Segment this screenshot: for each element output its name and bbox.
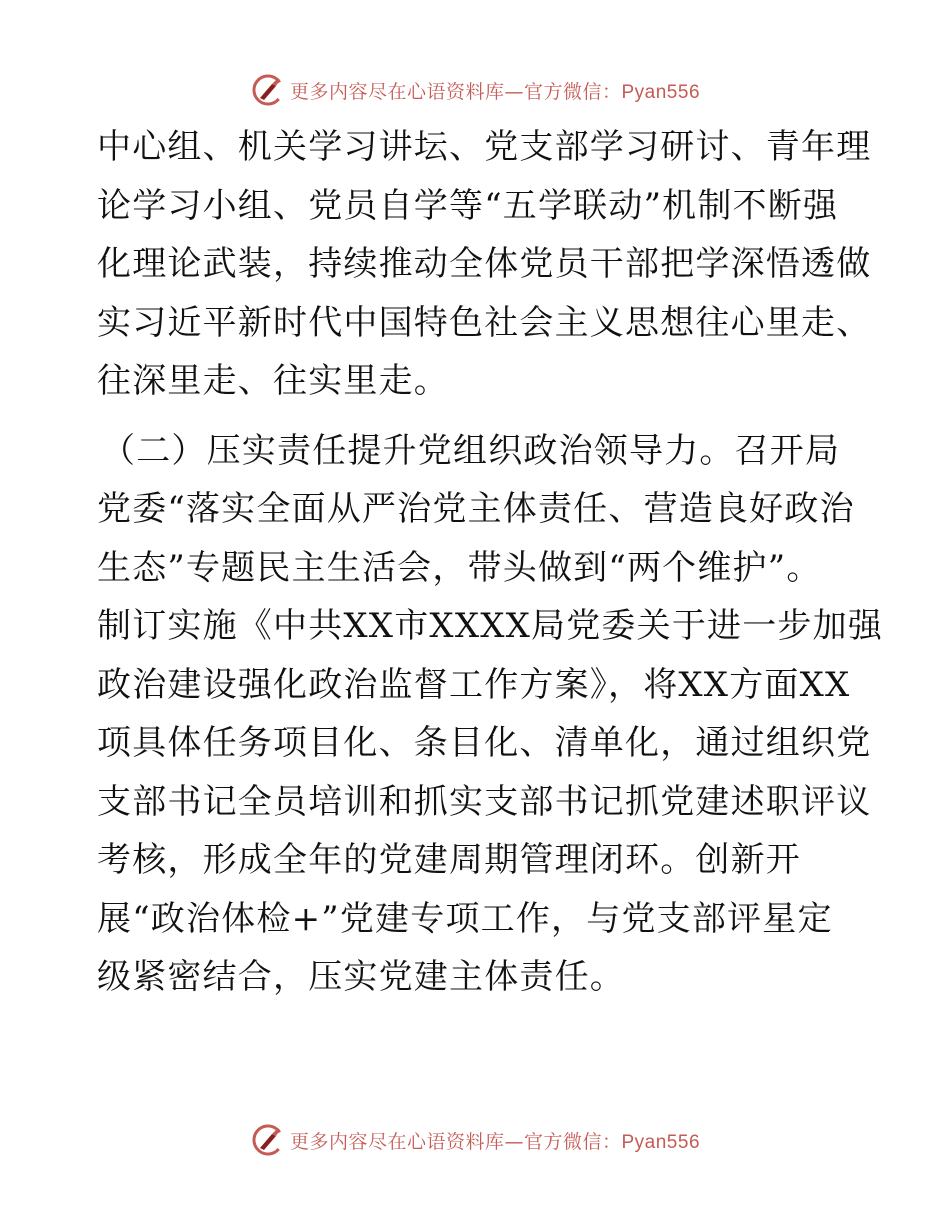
- paragraph-2: [97, 422, 884, 1007]
- footer-banner-text: 更多内容尽在心语资料库—官方微信：Pyan556: [289, 1130, 701, 1153]
- text-line: 论学习小组、党员自学等“五学联动”机制不断强: [97, 185, 839, 226]
- text-line: 化理论武装，持续推动全体党员干部把学深悟透做: [97, 244, 872, 284]
- logo-pen-icon: [250, 1122, 286, 1158]
- text-line: 支部书记全员培训和抓实支部书记抓党建述职评议: [97, 781, 872, 822]
- header-banner: [0, 70, 950, 110]
- text-line: 展“政治体检+”党建专项工作，与党支部评星定: [97, 898, 833, 939]
- text-line: 党委“落实全面从严治党主体责任、营造良好政治: [97, 489, 855, 529]
- text-line: 考核，形成全年的党建周期管理闭环。创新开: [97, 840, 801, 880]
- logo-pen-icon: [250, 72, 286, 108]
- footer-banner: [0, 1120, 950, 1160]
- document-body: [97, 118, 884, 1007]
- text-line: 往深里走、往实里走。: [97, 361, 449, 401]
- section-heading-line: （二）压实责任提升党组织政治领导力。召开局: [101, 430, 841, 471]
- text-line: 中心组、机关学习讲坛、党支部学习研讨、青年理: [97, 127, 872, 167]
- header-banner-text: 更多内容尽在心语资料库—官方微信：Pyan556: [289, 80, 701, 103]
- text-line: 政治建设强化政治监督工作方案》，将XX方面XX: [97, 664, 851, 705]
- text-line: 项具体任务项目化、条目化、清单化，通过组织党: [97, 723, 872, 763]
- text-line: 制订实施《中共XX市XXXX局党委关于进一步加强: [97, 606, 884, 646]
- paragraph-1: [97, 118, 872, 411]
- text-line: 生态”专题民主生活会，带头做到“两个维护”。: [97, 547, 822, 588]
- text-line: 实习近平新时代中国特色社会主义思想往心里走、: [97, 302, 872, 343]
- text-line: 级紧密结合，压实党建主体责任。: [97, 957, 625, 997]
